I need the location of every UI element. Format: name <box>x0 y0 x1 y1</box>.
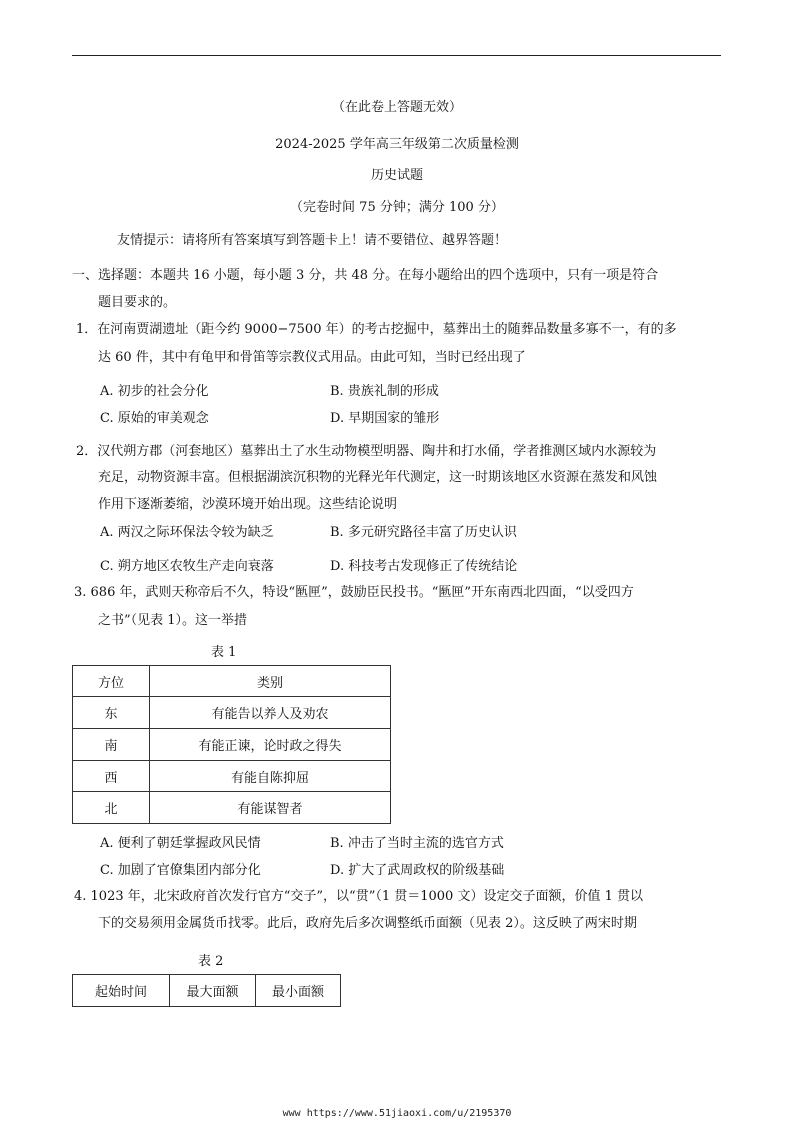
table-cell: 西 <box>73 761 150 792</box>
subject-title: 历史试题 <box>370 168 423 183</box>
table-header-cell: 最大面额 <box>170 975 256 1007</box>
table1-title: 表 1 <box>211 645 237 660</box>
q1-option-b[interactable]: B. 贵族礼制的形成 <box>330 384 439 399</box>
table-cell: 有能正谏，论时政之得失 <box>150 729 391 761</box>
table-header-cell: 方位 <box>73 666 150 697</box>
table-2 <box>72 974 341 1007</box>
q2-option-c[interactable]: C. 朔方地区农牧生产走向衰落 <box>100 559 274 574</box>
q3-option-b[interactable]: B. 冲击了当时主流的选官方式 <box>330 836 504 851</box>
section-heading: 一、选择题：本题共 16 小题，每小题 3 分，共 48 分。在每小题给出的四个选项中，只有一项是符合 <box>72 268 659 283</box>
q2-stem-line: 作用下逐渐萎缩，沙漠环境开始出现。这些结论说明 <box>98 497 398 512</box>
table-cell: 东 <box>73 697 150 729</box>
q1-stem-line: 1．在河南贾湖遗址（距今约 9000−7500 年）的考古挖掘中，墓葬出土的随葬品数量多寡不一，有的多 <box>76 322 677 337</box>
table-1 <box>72 665 391 824</box>
table-row <box>73 729 391 761</box>
friendly-tip: 友情提示：请将所有答案填写到答题卡上！请不要错位、越界答题！ <box>117 233 508 248</box>
q2-option-a[interactable]: A. 两汉之际环保法令较为缺乏 <box>100 525 274 540</box>
table-row <box>73 761 391 792</box>
q1-option-c[interactable]: C. 原始的审美观念 <box>100 411 209 426</box>
table2-title: 表 2 <box>198 954 224 969</box>
table-header-row <box>73 975 341 1007</box>
exam-title: 2024-2025 学年高三年级第二次质量检测 <box>275 137 519 152</box>
section-heading-cont: 题目要求的。 <box>98 295 177 310</box>
table-header-cell: 起始时间 <box>73 975 170 1007</box>
q2-stem-line: 充足，动物资源丰富。但根据湖滨沉积物的光释光年代测定，这一时期该地区水资源在蒸发和风蚀 <box>98 470 658 485</box>
q2-option-b[interactable]: B. 多元研究路径丰富了历史认识 <box>330 525 517 540</box>
q3-option-d[interactable]: D. 扩大了武周政权的阶级基础 <box>330 863 505 878</box>
table-cell: 有能告以养人及劝农 <box>150 697 391 729</box>
q3-stem-line: 3. 686 年，武则天称帝后不久，特设“匦匣”，鼓励臣民投书。“匦匣”开东南西北四面，“以受四方 <box>74 585 634 600</box>
table-header-cell: 最小面额 <box>256 975 341 1007</box>
top-rule <box>72 55 721 56</box>
q1-option-a[interactable]: A. 初步的社会分化 <box>100 384 209 399</box>
page-footer: www https://www.51jiaoxi.com/u/2195370 <box>282 1108 512 1119</box>
table-cell: 北 <box>73 792 150 824</box>
q1-option-d[interactable]: D. 早期国家的雏形 <box>330 411 440 426</box>
time-score: （完卷时间 75 分钟；满分 100 分） <box>290 200 504 215</box>
q2-stem-line: 2．汉代朔方郡（河套地区）墓葬出土了水生动物模型明器、陶井和打水俑，学者推测区域内水源较为 <box>76 444 657 459</box>
q3-option-a[interactable]: A. 便利了朝廷掌握政风民情 <box>100 836 261 851</box>
q3-stem-line: 之书”（见表 1）。这一举措 <box>98 613 248 628</box>
q3-option-c[interactable]: C. 加剧了官僚集团内部分化 <box>100 863 261 878</box>
q1-stem-line: 达 60 件，其中有龟甲和骨笛等宗教仪式用品。由此可知，当时已经出现了 <box>98 350 526 365</box>
table-cell: 南 <box>73 729 150 761</box>
table-row <box>73 697 391 729</box>
table-cell: 有能自陈抑屈 <box>150 761 391 792</box>
table-header-cell: 类别 <box>150 666 391 697</box>
table-cell: 有能谋智者 <box>150 792 391 824</box>
exam-note: （在此卷上答题无效） <box>331 100 462 115</box>
q4-stem-line: 4. 1023 年，北宋政府首次发行官方“交子”，以“贯”（1 贯＝1000 文）设定交子面额，价值 1 贯以 <box>74 889 643 904</box>
table-row <box>73 792 391 824</box>
table-header-row <box>73 666 391 697</box>
q4-stem-line: 下的交易须用金属货币找零。此后，政府先后多次调整纸币面额（见表 2）。这反映了两宋时期 <box>98 916 637 931</box>
q2-option-d[interactable]: D. 科技考古发现修正了传统结论 <box>330 559 518 574</box>
